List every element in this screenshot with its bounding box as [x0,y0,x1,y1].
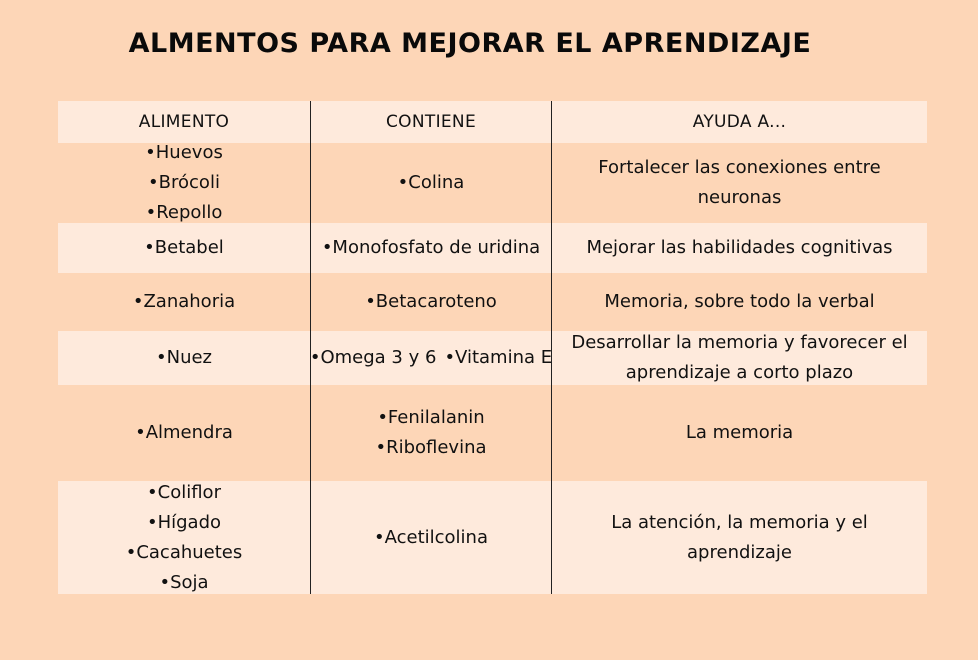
food-item: •Nuez [155,347,212,368]
nutrient-item: •Monofosfato de uridina [321,237,541,258]
food-item: •Zanahoria [132,291,236,312]
nutrient-item: •Colina [397,172,465,193]
benefit-text: Mejorar las habilidades cognitivas [586,237,893,258]
benefit-text-line: Desarrollar la memoria y favorecer el [571,332,908,353]
benefit-text-line: aprendizaje a corto plazo [625,362,854,383]
nutrient-list [310,343,552,373]
benefit-text: La atención, la memoria y el aprendizaje [611,511,868,563]
food-item: •Repollo [145,202,223,223]
contiene-cell [311,385,552,481]
contiene-cell [311,223,552,273]
benefit-text: Fortalecer las conexiones entre neuronas [598,157,881,208]
nutrient-item: •Acetilcolina [374,526,488,548]
header-contiene: CONTIENE [311,101,552,143]
food-item: •Coliflor [147,481,221,503]
table-row [58,385,927,481]
benefit-text: La memoria [685,422,794,443]
table-row [58,481,927,594]
alimento-cell [58,385,311,481]
contiene-cell [311,331,552,385]
nutrient-item: •Riboflevina [375,437,487,458]
ayuda-cell [552,481,927,594]
nutrient-item: •Betacaroteno [365,291,497,312]
table-row [58,223,927,273]
contiene-cell [311,481,552,594]
food-item: •Soja [159,571,209,593]
alimento-cell [58,223,311,273]
alimento-cell [58,481,311,594]
benefit-text: Memoria, sobre todo la verbal [604,291,875,312]
food-item: •Huevos [145,142,223,163]
alimento-cell [58,331,311,385]
page-title: ALMENTOS PARA MEJORAR EL APRENDIZAJE [128,28,812,59]
ayuda-cell [552,331,927,385]
alimento-cell [58,143,311,223]
food-item: •Betabel [144,237,224,258]
table-row [58,273,927,331]
ayuda-cell [552,143,927,223]
food-table [58,101,927,594]
header-alimento: ALIMENTO [58,101,311,143]
table-header-row [58,101,927,143]
ayuda-cell [552,385,927,481]
contiene-cell [311,273,552,331]
food-item: •Hígado [146,511,222,533]
table-row [58,331,927,385]
table-row [58,143,927,223]
food-item: •Brócoli [148,172,220,193]
ayuda-cell [552,273,927,331]
ayuda-cell [552,223,927,273]
nutrient-item: •Omega 3 y 6 [309,347,437,368]
alimento-cell [58,273,311,331]
nutrient-item: •Fenilalanin [377,407,485,428]
food-item: •Cacahuetes [125,541,243,563]
contiene-cell [311,143,552,223]
nutrient-item: •Vitamina E [444,347,553,368]
header-ayuda: AYUDA A... [692,112,787,132]
food-item: •Almendra [135,422,233,443]
